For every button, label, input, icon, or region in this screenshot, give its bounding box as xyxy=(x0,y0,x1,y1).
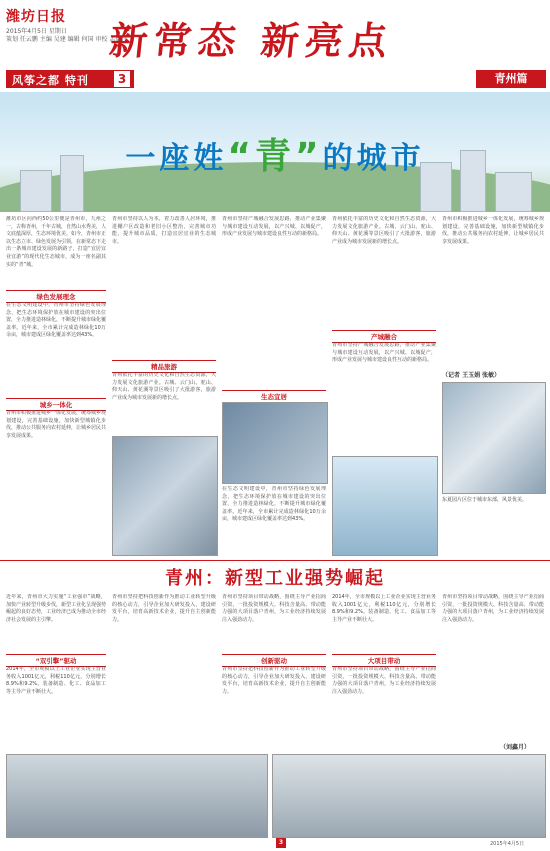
editor-credits: 策划 任云鹏 主编 吴建 编辑 何国 审校 孟璐洋 xyxy=(6,36,128,43)
subhead-livable: 生态宜居 xyxy=(222,390,326,403)
industry-body-3: 青州市坚持项目带动战略，围绕主导产业招商引资，一批投资规模大、科技含量高、带动能力强的大项目落户青州，为工业经济持续发展注入强劲动力。 xyxy=(222,594,326,623)
industry-section xyxy=(0,564,550,588)
column-title: 风筝之都 特刊 xyxy=(12,74,89,87)
subhead-urban: 城乡一体化 xyxy=(6,398,106,411)
industry-body-4: 青州市坚持把科技创新作为推动工业转型升级的核心动力，引导企业加大研发投入，建设研发平台，培育高新技术企业，提升自主创新能力。 xyxy=(222,666,326,695)
newspaper-logo: 潍坊日报 xyxy=(6,9,66,25)
article-body-5: 青州市坚持产城融合发展思路，推动产业集聚与城市建设互动发展，以产兴城、以城促产，形成产业发展与城市建设良性互动的新格局。 xyxy=(222,216,326,238)
byline-2: （刘鑫月） xyxy=(500,744,531,751)
subhead-tourism: 精品旅游 xyxy=(112,360,216,373)
industry-subhead-2: 创新驱动 xyxy=(222,654,326,667)
article-body-9: 青州市积极推进城乡一体化发展，统筹城乡规划建设，完善基础设施，加快新型城镇化步伐，推动公共服务向农村延伸，让城乡居民共享发展成果。 xyxy=(442,216,544,245)
industry-lead: 近年来，青州市大力实施“工业强市”战略，加快产业转型升级步伐，新型工业化呈现强势崛起的良好态势，工业经济已成为推动全市经济社会发展的主引擎。 xyxy=(6,594,106,623)
industry-headline: 青州：新型工业强势崛起 xyxy=(165,568,385,589)
article-body-3: 青州市坚持以人为本，着力改善人居环境，推进棚户区改造和老旧小区整治，完善城市功能，提升城市品质，打造宜居宜业的生态城市。 xyxy=(112,216,216,245)
industry-body-7: 青州市坚持项目带动战略，围绕主导产业招商引资，一批投资规模大、科技含量高、带动能力强的大项目落户青州，为工业经济持续发展注入强劲动力。 xyxy=(442,594,544,623)
footer-page-number: 3 xyxy=(276,838,286,848)
article-body-8: 青州市坚持产城融合发展思路，推动产业集聚与城市建设互动发展，以产兴城、以城促产，形成产业发展与城市建设良性互动的新格局。 xyxy=(332,342,436,364)
article-lead: 潍坊市区向西约50公里便是青州市，九州之一，古称青州，千年古城，自然山水秀美，人文底蕴深厚，生态环境优美。如今，青州市正以生态立市、绿色发展为引领，在新常态下走出一条城市建设发展的新路子，打造“宜居宜业宜游”的现代化生态城市，成为一座名副其实的“青”城。 xyxy=(6,216,106,268)
photo-factory-2 xyxy=(272,754,546,838)
issue-date: 2015年4月5日 星期日 xyxy=(6,28,67,35)
hero-headline xyxy=(0,128,550,179)
article-body-4: 青州依托丰富的历史文化和自然生态资源，大力发展文化旅游产业。古城、云门山、驼山、仰天山、黄花溪等景区吸引了大批游客，旅游产业成为城市发展新的增长点。 xyxy=(112,372,216,401)
headline-pre: 一座姓 xyxy=(125,141,228,176)
headline-post: 的城市 xyxy=(322,141,425,176)
page-number-badge: 3 xyxy=(114,71,130,87)
masthead xyxy=(0,0,550,92)
subhead-green: 绿色发展理念 xyxy=(6,290,106,303)
industry-body-1: 2014年，全市规模以上工业企业实现主营业务收入1001亿元，利税110亿元，分别增长8.9%和9.2%。装备制造、化工、食品加工等主导产业不断壮大。 xyxy=(6,666,106,695)
photo-park xyxy=(442,382,546,494)
photo-waterfront xyxy=(222,402,328,484)
article-body-1: 在生态文明建设中，青州市坚持绿色发展理念，把生态环境保护放在城市建设的突出位置，全力推进造林绿化，不断提升城市绿化覆盖率。近年来，全市累计完成造林绿化10万余亩，城市建成区绿化覆盖率达到43%。 xyxy=(6,302,106,339)
photo-city xyxy=(332,456,438,556)
headline-quote: “青” xyxy=(227,136,323,177)
region-badge: 青州篇 xyxy=(476,70,546,88)
byline-1: （记者 王玉娟 张敏） xyxy=(442,372,501,379)
footer-date: 2015年4月5日 xyxy=(490,841,525,847)
column-bar xyxy=(6,70,134,88)
article-body-6: 在生态文明建设中，青州市坚持绿色发展理念，把生态环境保护放在城市建设的突出位置，全力推进造林绿化，不断提升城市绿化覆盖率。近年来，全市累计完成造林绿化10万余亩，城市建成区绿化覆盖率达到43%。 xyxy=(222,486,326,523)
article-body-7: 青州依托丰富的历史文化和自然生态资源，大力发展文化旅游产业。古城、云门山、驼山、仰天山、黄花溪等景区吸引了大批游客，旅游产业成为城市发展新的增长点。 xyxy=(332,216,436,245)
subhead-integration: 产城融合 xyxy=(332,330,436,343)
photo-factory-1 xyxy=(6,754,268,838)
industry-body-5: 2014年，全市规模以上工业企业实现主营业务收入1001亿元，利税110亿元，分别增长8.9%和9.2%。装备制造、化工、食品加工等主导产业不断壮大。 xyxy=(332,594,436,623)
industry-subhead-3: 大项目带动 xyxy=(332,654,436,667)
caption-park: 东夏园片区位于城市东部，风景优美。 xyxy=(442,497,528,503)
photo-cyclists xyxy=(112,436,218,556)
divider xyxy=(0,560,550,561)
page-footer xyxy=(0,838,550,851)
industry-subhead-1: “双引擎”驱动 xyxy=(6,654,106,667)
banner-title: 新常态 新亮点 xyxy=(107,18,396,63)
article-body-2: 青州市积极推进城乡一体化发展，统筹城乡规划建设，完善基础设施，加快新型城镇化步伐，推动公共服务向农村延伸，让城乡居民共享发展成果。 xyxy=(6,410,106,439)
industry-body-6: 青州市坚持项目带动战略，围绕主导产业招商引资，一批投资规模大、科技含量高、带动能力强的大项目落户青州，为工业经济持续发展注入强劲动力。 xyxy=(332,666,436,695)
industry-body-2: 青州市坚持把科技创新作为推动工业转型升级的核心动力，引导企业加大研发投入，建设研发平台，培育高新技术企业，提升自主创新能力。 xyxy=(112,594,216,623)
